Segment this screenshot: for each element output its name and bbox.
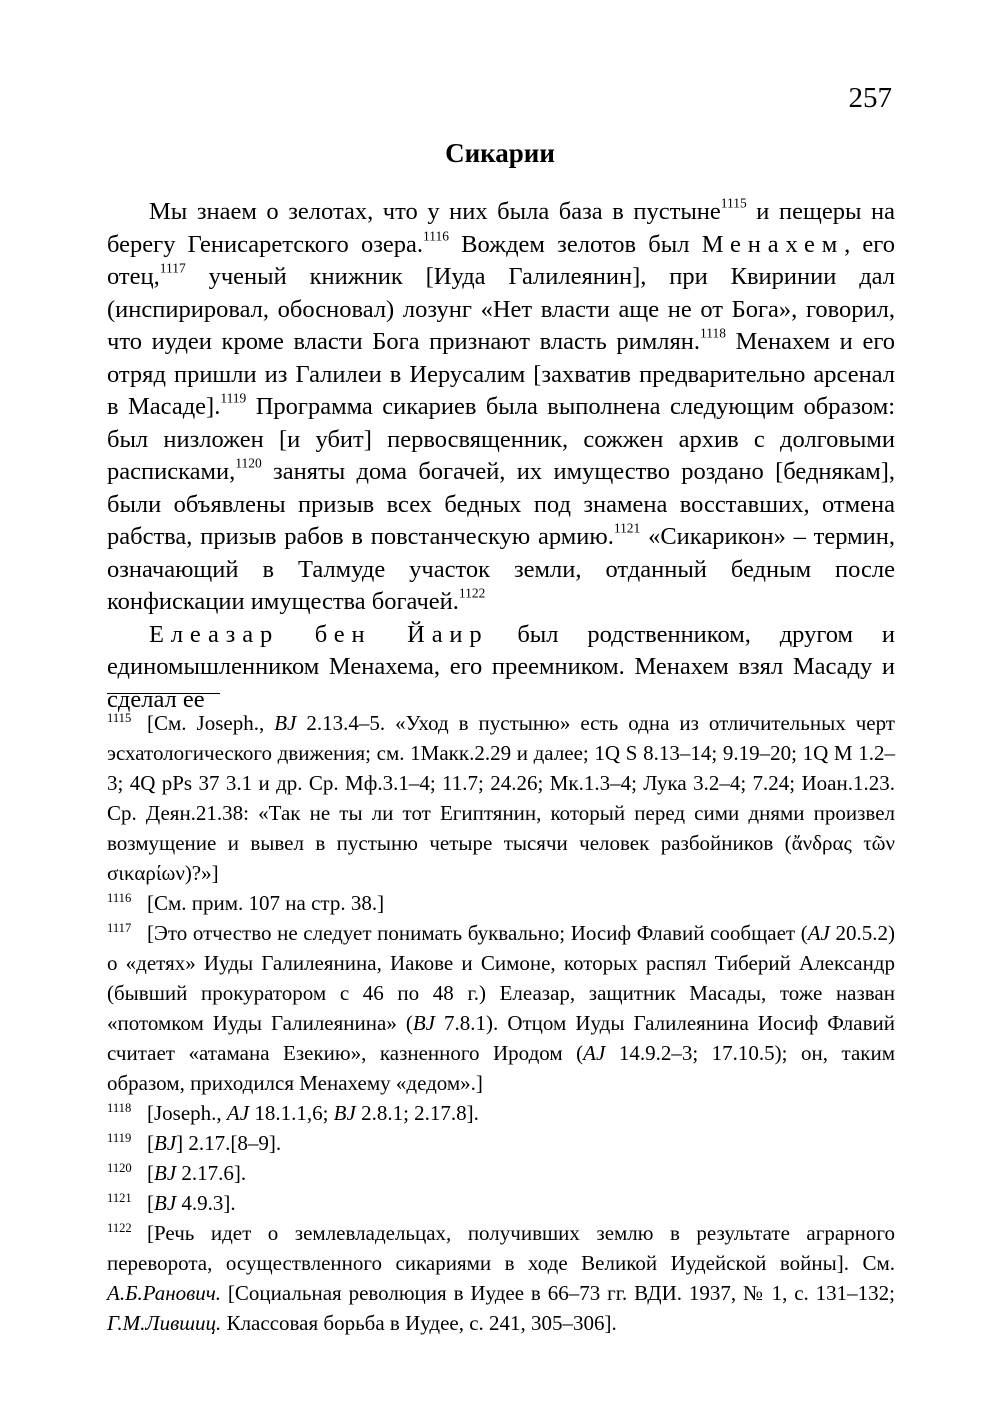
footnote-ref: 1122 <box>458 585 486 601</box>
text-run: [См. прим. 107 на стр. 38.] <box>147 891 385 915</box>
italic-text: AJ <box>807 921 830 945</box>
text-run: 2.13.4–5. «Уход в пустыню» есть одна из отличительных черт эсхатологического движения; см. 1Макк.2.29 и далее; 1Q S 8.13–14; 9.19–20; 1Q M 1.2–3; 4Q pPs 37 3.1 и др. Ср. Мф.3.1–4; 11.7; 24.26; Мк.1.3–4; Лука 3.2–4; 7.24; Иоан.1.23. Ср. Деян.21.38: «Так не ты ли тот Египтянин, который перед сими днями произвел возмущение и вывел в пустыню четыре тысячи человек разбойников (ἄνδρας τῶν σικαρίων)?»] <box>107 711 895 885</box>
text-run: 20.5.2) о «детях» Иуды Галилеянина, Иакове и Симоне, которых распял Тиберий Александр (бывший прокуратором с 46 по 48 г.) Елеазар, защитник Масады, тоже назван «потомком Иуды Галилеянина» ( <box>107 921 895 1035</box>
text-run: Вождем зелотов был <box>448 230 702 258</box>
text-run: и пещеры на берегу Генисаретского озера. <box>107 198 895 258</box>
text-run: ] 2.17.[8–9]. <box>176 1131 282 1155</box>
text-run: 2.8.1; 2.17.8]. <box>355 1101 479 1125</box>
text-run: Мы знаем о зелотах, что у них была база в пустыне <box>149 198 721 225</box>
text-run: ученый книжник [Иуда Галилеянин], при Квиринии дал (инспирировал, обосновал) лозунг «Нет власти аще не от Бога», говорил, что иудеи кроме власти Бога признают власть римлян. <box>107 263 895 355</box>
footnote-ref: 1121 <box>613 520 641 536</box>
italic-text: AJ <box>583 1041 606 1065</box>
footnote-1117: 1117 [Это отчество не следует понимать буквально; Иосиф Флавий сообщает (AJ 20.5.2) о «детях» Иуды Галилеянина, Иакове и Симоне, которых распял Тиберий Александр (бывший прокуратором с 46 по 48 г.) Елеазар, защитник Масады, тоже назван «потомком Иуды Галилеянина» (BJ 7.8.1). Отцом Иуды Галилеянина Иосиф Флавий считает «атамана Езекию», казненного Иродом (AJ 14.9.2–3; 17.10.5); он, таким образом, приходился Менахему «дедом».] <box>107 921 896 1095</box>
text-run: , его отец, <box>107 230 895 290</box>
footnote-ref: 1119 <box>220 390 247 406</box>
paragraph <box>107 196 895 619</box>
italic-text: BJ <box>274 711 297 735</box>
text-run: [ <box>147 1161 154 1185</box>
text-run: [ <box>147 1131 154 1155</box>
text-run: 18.1.1,6; <box>249 1101 334 1125</box>
footnote-1116: 1116 [См. прим. 107 на стр. 38.] <box>107 891 385 915</box>
spaced-name: Елеазар бен Йаир <box>149 620 489 648</box>
footnotes <box>107 708 895 1338</box>
text-run: [См. Joseph., <box>147 711 275 735</box>
footnote-ref: 1116 <box>423 228 449 244</box>
italic-text: Г.М.Лившиц. <box>107 1311 222 1335</box>
footnote-ref: 1115 <box>720 195 747 211</box>
text-run: Менахем и его отряд пришли из Галилеи в Иерусалим [захватив предварительно арсенал в Масаде]. <box>107 328 896 420</box>
footnote-ref: 1117 <box>159 260 186 276</box>
text-run: 4.9.3]. <box>176 1191 236 1215</box>
italic-text: А.Б.Ранович. <box>107 1281 222 1305</box>
text-run: 7.8.1). Отцом Иуды Галилеянина Иосиф Флавий считает «атамана Езекию», казненного Иродом ( <box>107 1011 896 1065</box>
footnote-ref: 1120 <box>235 455 262 471</box>
text-run: Программа сикариев была выполнена следующим образом: был низложен [и убит] первосвященник, сожжен архив с долговыми расписками, <box>107 393 895 485</box>
footnote-ref: 1118 <box>700 325 726 341</box>
page-number: 257 <box>848 82 892 114</box>
text-run: [Joseph., <box>147 1101 227 1125</box>
text-run: 2.17.6]. <box>176 1161 247 1185</box>
spaced-name: Менахем <box>701 230 845 258</box>
footnote-1122: 1122 [Речь идет о землевладельцах, получивших землю в результате аграрного переворота, осуществленного сикариями в ходе Великой Иудейской войны]. См. А.Б.Ранович. [Социальная революция в Иудее в 66–73 гг. ВДИ. 1937, № 1, с. 131–132; Г.М.Лившиц. Классовая борьба в Иудее, с. 241, 305–306]. <box>107 1221 895 1335</box>
text-run: был родственником, другом и единомышленником Менахема, его преемником. Менахем взял Масаду и сделал ее <box>107 620 895 713</box>
italic-text: BJ <box>154 1161 177 1185</box>
italic-text: BJ <box>154 1191 177 1215</box>
italic-text: AJ <box>226 1101 250 1125</box>
footnote-1120: 1120 [BJ 2.17.6]. <box>107 1161 247 1185</box>
text-run: [Речь идет о землевладельцах, получивших землю в результате аграрного переворота, осуществленного сикариями в ходе Великой Иудейской войны]. См. <box>107 1221 895 1275</box>
footnote-1118: 1118 [Joseph., AJ 18.1.1,6; BJ 2.8.1; 2.17.8]. <box>107 1101 479 1125</box>
text-run: заняты дома богачей, их имущество роздано [беднякам], были объявлены призыв всех бедных под знамена восставших, отмена рабства, призыв рабов в повстанческую армию. <box>107 458 895 550</box>
section-title: Сикарии <box>445 138 555 168</box>
footnote-1119: 1119 [BJ] 2.17.[8–9]. <box>107 1131 282 1155</box>
footnote-1121: 1121 [BJ 4.9.3]. <box>107 1191 236 1215</box>
text-run: [ <box>147 1191 154 1215</box>
text-run: [Социальная революция в Иудее в 66–73 гг. ВДИ. 1937, № 1, с. 131–132; <box>221 1281 895 1305</box>
footnote-divider <box>107 693 220 694</box>
paragraph <box>107 619 895 717</box>
text-run: «Сикарикон» – термин, означающий в Талмуде участок земли, отданный бедным после конфискации имущества богачей. <box>107 523 895 615</box>
italic-text: BJ <box>333 1101 356 1125</box>
italic-text: BJ <box>154 1131 177 1155</box>
text-run: Классовая борьба в Иудее, с. 241, 305–306]. <box>221 1311 617 1335</box>
italic-text: BJ <box>412 1011 436 1035</box>
body-text <box>107 196 895 716</box>
text-run: [Это отчество не следует понимать буквально; Иосиф Флавий сообщает ( <box>147 921 808 945</box>
text-run: 14.9.2–3; 17.10.5); он, таким образом, приходился Менахему «дедом».] <box>107 1041 895 1095</box>
footnote-1115: 1115 [См. Joseph., BJ 2.13.4–5. «Уход в пустыню» есть одна из отличительных черт эсхатологического движения; см. 1Макк.2.29 и далее; 1Q S 8.13–14; 9.19–20; 1Q M 1.2–3; 4Q pPs 37 3.1 и др. Ср. Мф.3.1–4; 11.7; 24.26; Мк.1.3–4; Лука 3.2–4; 7.24; Иоан.1.23. Ср. Деян.21.38: «Так не ты ли тот Египтянин, который перед сими днями произвел возмущение и вывел в пустыню четыре тысячи человек разбойников (ἄνδρας τῶν σικαρίων)?»] <box>107 711 895 885</box>
